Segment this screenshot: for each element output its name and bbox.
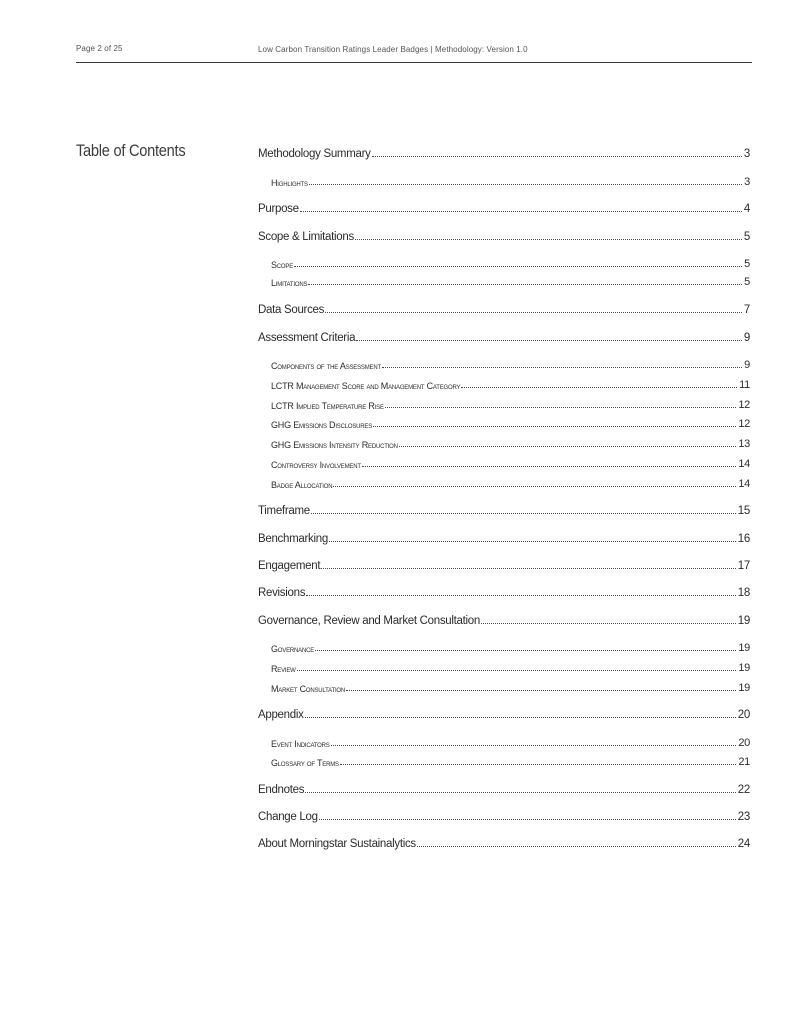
toc-entry-label: Appendix — [258, 709, 304, 721]
toc-entry[interactable] — [271, 640, 750, 654]
toc-entry[interactable] — [271, 416, 750, 430]
toc-entry-page: 9 — [744, 359, 750, 371]
toc-entry[interactable] — [258, 558, 750, 572]
toc-entry-label: Assessment Criteria — [258, 332, 356, 344]
toc-entry-page: 20 — [738, 737, 750, 749]
toc-entry-label: Market Consultation — [271, 684, 346, 694]
toc-entry-page: 5 — [744, 258, 750, 270]
toc-entry-page: 7 — [743, 304, 750, 316]
dot-leader — [356, 339, 742, 341]
toc-entry-page: 20 — [737, 709, 750, 721]
toc-entry[interactable] — [271, 256, 750, 270]
dot-leader — [399, 445, 737, 447]
toc-entry-label: Timeframe — [258, 505, 310, 517]
toc-entry[interactable] — [258, 503, 750, 517]
toc-entry-label: Governance — [271, 644, 315, 654]
toc-entry-page: 18 — [737, 587, 750, 599]
toc-entry-page: 21 — [738, 756, 750, 768]
toc-entry-page: 5 — [744, 276, 750, 288]
toc-entry[interactable] — [271, 357, 750, 371]
dot-leader — [340, 763, 737, 765]
toc-entry-page: 24 — [737, 838, 750, 850]
toc-entry-page: 3 — [743, 148, 750, 160]
toc-entry-label: Purpose — [258, 203, 299, 215]
toc-entry-page: 14 — [738, 478, 750, 490]
toc-entry-label: Engagement — [258, 560, 321, 572]
dot-leader — [346, 689, 736, 691]
dot-leader — [294, 265, 742, 267]
toc-entry[interactable] — [271, 680, 750, 694]
dot-leader — [382, 366, 742, 368]
dot-leader — [319, 818, 736, 820]
page-header — [76, 44, 752, 63]
toc-entry[interactable] — [271, 174, 750, 188]
dot-leader — [385, 406, 737, 408]
toc-entry-label: Methodology Summary — [258, 148, 371, 160]
dot-leader — [315, 649, 736, 651]
toc-entry[interactable] — [271, 397, 750, 411]
toc-entry-label: Benchmarking — [258, 533, 328, 545]
dot-leader — [325, 311, 742, 313]
toc-entry-page: 9 — [743, 332, 750, 344]
dot-leader — [417, 845, 736, 847]
toc-entry[interactable] — [258, 302, 750, 316]
dot-leader — [355, 238, 742, 240]
toc-entry-label: GHG Emissions Disclosures — [271, 420, 373, 430]
toc-entry[interactable] — [258, 330, 750, 344]
toc-entry[interactable] — [258, 782, 750, 796]
toc-entry-page: 4 — [743, 203, 750, 215]
toc-entry-label: Scope & Limitations — [258, 231, 354, 243]
toc-entry[interactable] — [258, 229, 750, 243]
toc-entry[interactable] — [258, 707, 750, 721]
toc-entry[interactable] — [258, 146, 750, 160]
toc-entry[interactable] — [271, 660, 750, 674]
toc-entry-page: 13 — [738, 438, 750, 450]
toc-entry-page: 11 — [739, 379, 750, 391]
toc-entry-label: Scope — [271, 260, 294, 270]
toc-entry-page: 19 — [738, 682, 750, 694]
dot-leader — [300, 210, 742, 212]
toc-entry-label: Badge Allocation — [271, 480, 333, 490]
dot-leader — [329, 540, 736, 542]
toc-entry-label: Revisions — [258, 587, 306, 599]
toc-entry-label: About Morningstar Sustainalytics — [258, 838, 416, 850]
page-number: Page 2 of 25 — [76, 44, 123, 53]
toc-entry[interactable] — [258, 809, 750, 823]
toc-entry-page: 14 — [738, 458, 750, 470]
toc-entry[interactable] — [258, 531, 750, 545]
toc-entry-page: 12 — [738, 418, 750, 430]
dot-leader — [305, 716, 736, 718]
toc-entry-label: Data Sources — [258, 304, 325, 316]
dot-leader — [305, 791, 736, 793]
toc-entry-label: Endnotes — [258, 784, 305, 796]
dot-leader — [297, 669, 737, 671]
toc-entry-label: LCTR Management Score and Management Category — [271, 381, 461, 391]
toc-entry-page: 17 — [737, 560, 750, 572]
toc-entry-page: 19 — [738, 662, 750, 674]
toc-entry-page: 22 — [737, 784, 750, 796]
dot-leader — [461, 386, 737, 388]
toc-entry[interactable] — [271, 456, 750, 470]
toc-entry[interactable] — [258, 585, 750, 599]
toc-entry-page: 3 — [744, 176, 750, 188]
dot-leader — [321, 567, 736, 569]
dot-leader — [373, 425, 736, 427]
dot-leader — [333, 485, 736, 487]
toc-entry-label: Change Log — [258, 811, 318, 823]
toc-entry[interactable] — [271, 754, 750, 768]
document-title: Low Carbon Transition Ratings Leader Badges | Methodology: Version 1.0 — [258, 45, 528, 54]
dot-leader — [331, 744, 737, 746]
toc-entry[interactable] — [271, 377, 750, 391]
toc-entry[interactable] — [258, 836, 750, 850]
toc-entry-label: GHG Emissions Intensity Reduction — [271, 440, 398, 450]
toc-entry-label: Event Indicators — [271, 739, 330, 749]
toc-entry-page: 19 — [738, 642, 750, 654]
toc-entry-page: 12 — [738, 399, 750, 411]
toc-entry-page: 5 — [743, 231, 750, 243]
toc-entry-label: Controversy Involvement — [271, 460, 361, 470]
toc-entry-page: 15 — [737, 505, 750, 517]
dot-leader — [309, 183, 742, 185]
dot-leader — [308, 283, 742, 285]
toc-entry[interactable] — [271, 476, 750, 490]
dot-leader — [306, 594, 736, 596]
toc-entry-page: 16 — [737, 533, 750, 545]
toc-entry-label: Components of the Assessment — [271, 361, 381, 371]
toc-entry[interactable] — [271, 274, 750, 288]
toc-entry[interactable] — [258, 201, 750, 215]
toc-entry[interactable] — [258, 613, 750, 627]
toc-entry-label: Highlights — [271, 178, 308, 188]
toc-entry-label: Review — [271, 664, 296, 674]
toc-entry-label: Governance, Review and Market Consultation — [258, 615, 480, 627]
dot-leader — [311, 512, 736, 514]
dot-leader — [372, 155, 742, 157]
dot-leader — [481, 622, 736, 624]
toc-entry-label: Limitations — [271, 278, 308, 288]
toc-entry-page: 23 — [737, 811, 750, 823]
dot-leader — [362, 465, 737, 467]
toc-heading: Table of Contents — [76, 141, 186, 160]
toc-entry-page: 19 — [737, 615, 750, 627]
toc-entry[interactable] — [271, 735, 750, 749]
toc-entry-label: Glossary of Terms — [271, 758, 339, 768]
toc-entry[interactable] — [271, 436, 750, 450]
toc-entry-label: LCTR Implied Temperature Rise — [271, 401, 384, 411]
